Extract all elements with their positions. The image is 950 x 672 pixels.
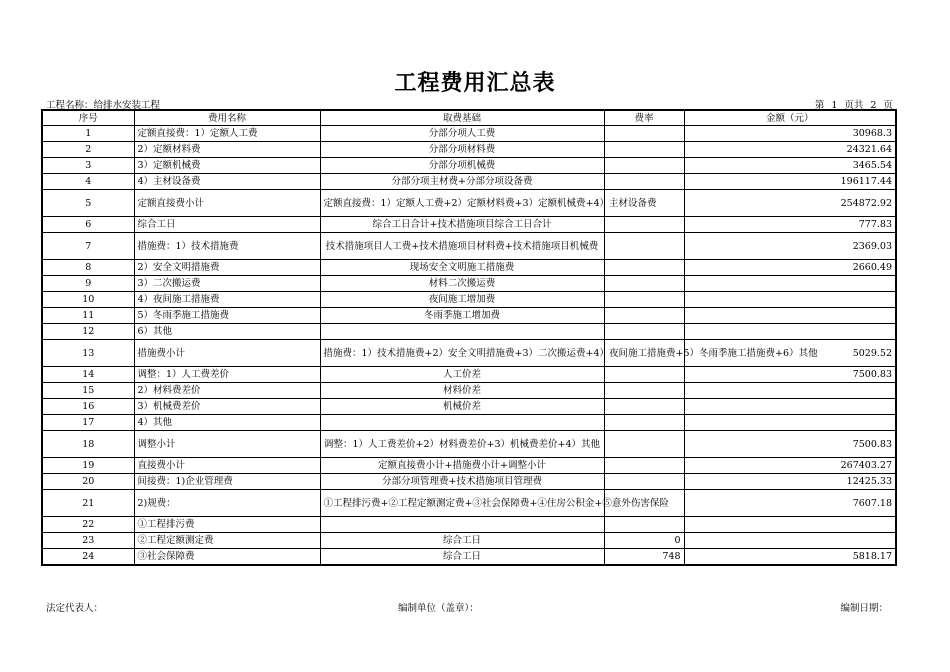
header-amount: 金额（元） [684,110,896,126]
row-name: ③社会保障费 [134,549,320,566]
row-no: 3 [42,158,134,174]
cost-summary-table [41,109,897,566]
row-rate [604,276,684,292]
header-no: 序号 [42,110,134,126]
row-no: 20 [42,474,134,490]
row-base: 措施费：1）技术措施费+2）安全文明措施费+3）二次搬运费+4）夜间施工措施费+5）冬雨季施工措施费+6）其他 [320,340,604,367]
row-base: 综合工日 [320,533,604,549]
row-rate [604,142,684,158]
table-row [42,490,896,517]
table-row [42,415,896,431]
table-row [42,517,896,533]
row-name: 措施费小计 [134,340,320,367]
row-amount: 7500.83 [684,367,896,383]
footer-date: 编制日期： [840,603,888,614]
row-amount: 254872.92 [684,190,896,217]
table-row [42,458,896,474]
row-name: 综合工日 [134,217,320,233]
row-base: 机械价差 [320,399,604,415]
row-name: 3）二次搬运费 [134,276,320,292]
row-rate [604,383,684,399]
row-name: 2）安全文明措施费 [134,260,320,276]
header-name: 费用名称 [134,110,320,126]
row-base: 现场安全文明施工措施费 [320,260,604,276]
row-name: 6）其他 [134,324,320,340]
table-row [42,142,896,158]
row-rate [604,308,684,324]
row-no: 9 [42,276,134,292]
row-amount: 7607.18 [684,490,896,517]
row-base: 材料价差 [320,383,604,399]
row-no: 21 [42,490,134,517]
row-name: 措施费：1）技术措施费 [134,233,320,260]
row-name: 4）夜间施工措施费 [134,292,320,308]
row-base [320,517,604,533]
row-no: 22 [42,517,134,533]
row-base: 调整：1）人工费差价+2）材料费差价+3）机械费差价+4）其他 [320,431,604,458]
table-row [42,190,896,217]
row-rate [604,174,684,190]
page-title: 工程费用汇总表 [394,71,556,96]
footer-unit: 编制单位（盖章）： [398,603,479,614]
row-no: 4 [42,174,134,190]
row-base: 技术措施项目人工费+技术措施项目材料费+技术措施项目机械费 [320,233,604,260]
row-no: 14 [42,367,134,383]
row-amount [684,276,896,292]
row-no: 10 [42,292,134,308]
row-base: 夜间施工增加费 [320,292,604,308]
row-no: 12 [42,324,134,340]
table-row [42,340,896,367]
row-base: 分部分项人工费 [320,126,604,142]
row-rate [604,260,684,276]
row-name: 直接费小计 [134,458,320,474]
row-base: 材料二次搬运费 [320,276,604,292]
row-amount: 3465.54 [684,158,896,174]
row-base [320,415,604,431]
row-base: 综合工日 [320,549,604,566]
table-row [42,367,896,383]
table-header-row [42,110,896,126]
row-name: 定额直接费小计 [134,190,320,217]
row-rate [604,415,684,431]
row-amount [684,533,896,549]
row-name: 4）主材设备费 [134,174,320,190]
row-base: 分部分项机械费 [320,158,604,174]
row-name: 定额直接费：1）定额人工费 [134,126,320,142]
table-row [42,217,896,233]
project-label: 工程名称： [46,100,94,111]
row-rate [604,126,684,142]
row-amount [684,399,896,415]
row-amount [684,415,896,431]
row-name: 调整：1）人工费差价 [134,367,320,383]
row-name: 间接费：1)企业管理费 [134,474,320,490]
row-base: 分部分项管理费+技术措施项目管理费 [320,474,604,490]
row-rate: 0 [604,533,684,549]
row-no: 8 [42,260,134,276]
table-row [42,260,896,276]
row-base: 定额直接费小计+措施费小计+调整小计 [320,458,604,474]
row-base: 人工价差 [320,367,604,383]
table-row [42,533,896,549]
row-name: 3）定额机械费 [134,158,320,174]
row-amount [684,292,896,308]
row-name: 2)规费： [134,490,320,517]
table-row [42,233,896,260]
row-no: 11 [42,308,134,324]
row-no: 23 [42,533,134,549]
row-name: ①工程排污费 [134,517,320,533]
row-rate [604,458,684,474]
row-name: 调整小计 [134,431,320,458]
row-rate [604,217,684,233]
row-name: ②工程定额测定费 [134,533,320,549]
table-row [42,174,896,190]
row-no: 17 [42,415,134,431]
row-no: 16 [42,399,134,415]
row-amount: 2660.49 [684,260,896,276]
row-no: 19 [42,458,134,474]
row-amount [684,308,896,324]
row-rate [604,474,684,490]
row-rate [604,431,684,458]
row-rate [604,292,684,308]
row-amount [684,324,896,340]
row-name: 4）其他 [134,415,320,431]
row-base: 分部分项材料费 [320,142,604,158]
row-no: 24 [42,549,134,566]
row-no: 15 [42,383,134,399]
row-amount: 2369.03 [684,233,896,260]
row-rate [604,399,684,415]
row-rate [604,367,684,383]
row-amount: 267403.27 [684,458,896,474]
row-no: 13 [42,340,134,367]
row-rate [604,324,684,340]
row-amount: 5029.52 [684,340,896,367]
row-no: 5 [42,190,134,217]
row-rate [604,517,684,533]
table-row [42,431,896,458]
row-amount: 196117.44 [684,174,896,190]
row-base: 冬雨季施工增加费 [320,308,604,324]
table-row [42,308,896,324]
page-info: 第 1 页共 2 页 [814,100,893,111]
row-no: 7 [42,233,134,260]
row-no: 18 [42,431,134,458]
row-amount: 30968.3 [684,126,896,142]
row-base: 分部分项主材费+分部分项设备费 [320,174,604,190]
footer-legal-rep: 法定代表人： [46,603,104,614]
row-name: 2）定额材料费 [134,142,320,158]
table-row [42,276,896,292]
row-rate [604,233,684,260]
row-amount [684,383,896,399]
table-row [42,474,896,490]
row-no: 2 [42,142,134,158]
row-base: ①工程排污费+②工程定额测定费+③社会保障费+④住房公积金+⑤意外伤害保险 [320,490,604,517]
table-row [42,549,896,566]
table-row [42,399,896,415]
row-base: 定额直接费：1）定额人工费+2）定额材料费+3）定额机械费+4）主材设备费 [320,190,604,217]
row-name: 3）机械费差价 [134,399,320,415]
table-row [42,126,896,142]
row-name: 5）冬雨季施工措施费 [134,308,320,324]
row-amount: 5818.17 [684,549,896,566]
header-base: 取费基础 [320,110,604,126]
row-base: 综合工日合计+技术措施项目综合工日合计 [320,217,604,233]
table-row [42,158,896,174]
row-amount [684,517,896,533]
project-value: 给排水安装工程 [93,100,161,111]
row-amount: 777.83 [684,217,896,233]
row-no: 1 [42,126,134,142]
table-row [42,292,896,308]
row-amount: 12425.33 [684,474,896,490]
table-row [42,383,896,399]
row-name: 2）材料费差价 [134,383,320,399]
row-no: 6 [42,217,134,233]
table-row [42,324,896,340]
row-rate [604,158,684,174]
header-rate: 费率 [604,110,684,126]
row-amount: 7500.83 [684,431,896,458]
row-rate: 748 [604,549,684,566]
row-base [320,324,604,340]
row-amount: 24321.64 [684,142,896,158]
